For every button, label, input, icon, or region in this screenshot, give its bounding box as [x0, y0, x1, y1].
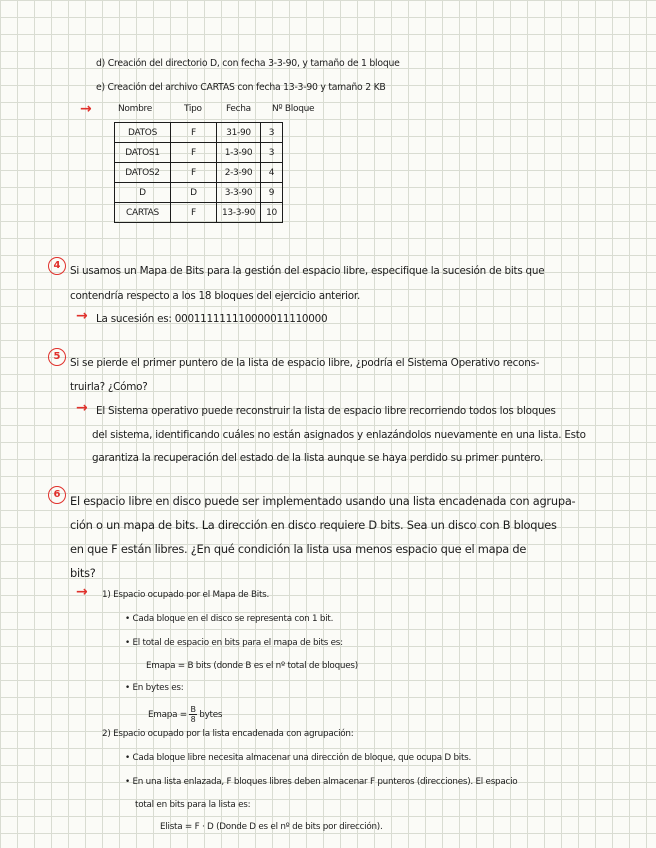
question-number-6: 6: [48, 486, 66, 504]
table-cell: 9: [261, 183, 283, 203]
q6-a-bullet1: • Cada bloque en el disco se representa con 1 bit.: [125, 614, 334, 624]
q6-a-formula2-left: Emapa =: [148, 710, 187, 720]
q6-a-formula2-right: bytes: [199, 710, 223, 720]
table-cell: 31-90: [217, 123, 261, 143]
q6-b-bullet1: • Cada bloque libre necesita almacenar una dirección de bloque, que ocupa D bits.: [125, 753, 472, 763]
q5-answer-line1: El Sistema operativo puede reconstruir la lista de espacio libre recorriendo todos los bloques: [96, 405, 556, 417]
directory-table: [114, 122, 283, 223]
q6-text-line4: bits?: [70, 566, 96, 580]
table-cell: DATOS1: [115, 143, 171, 163]
q6-a-bullet1-text: Cada bloque en el disco se representa con 1 bit.: [132, 614, 334, 624]
q6-b-bullet2: • En una lista enlazada, F bloques libres deben almacenar F punteros (direcciones). El espacio: [125, 777, 518, 787]
table-cell: 3: [261, 123, 283, 143]
table-cell: 4: [261, 163, 283, 183]
table-cell: 3: [261, 143, 283, 163]
q6-b-bullet2-text: En una lista enlazada, F bloques libres deben almacenar F punteros (direcciones). El espacio: [132, 777, 518, 787]
red-arrow-icon: →: [76, 584, 88, 600]
q6-section-a-title: 1) Espacio ocupado por el Mapa de Bits.: [102, 590, 270, 600]
table-cell: DATOS2: [115, 163, 171, 183]
table-row: [115, 183, 283, 203]
q6-text-line1: El espacio libre en disco puede ser implementado usando una lista encadenada con agrupa-: [70, 494, 576, 508]
item-d-text: d) Creación del directorio D, con fecha 3-3-90, y tamaño de 1 bloque: [96, 58, 400, 69]
fraction-denominator: 8: [190, 715, 196, 724]
q6-section-b-title: 2) Espacio ocupado por la lista encadenada con agrupación:: [102, 729, 354, 739]
table-row: [115, 203, 283, 223]
q6-a-formula2: [148, 705, 222, 724]
q6-text-line3: en que F están libres. ¿En qué condición la lista usa menos espacio que el mapa de: [70, 542, 527, 556]
q6-a-bullet3-text: En bytes es:: [132, 683, 184, 693]
red-arrow-icon: →: [80, 101, 92, 117]
q4-text-line1: Si usamos un Mapa de Bits para la gestión del espacio libre, especifique la sucesión de bits que: [70, 265, 545, 277]
q6-a-bullet2-text: El total de espacio en bits para el mapa de bits es:: [132, 638, 343, 648]
table-cell: 13-3-90: [217, 203, 261, 223]
q5-text-line1: Si se pierde el primer puntero de la lista de espacio libre, ¿podría el Sistema Operativo recons-: [70, 357, 540, 369]
item-e-text: e) Creación del archivo CARTAS con fecha 13-3-90 y tamaño 2 KB: [96, 82, 386, 93]
table-row: [115, 123, 283, 143]
table-header-nombre: Nombre: [118, 104, 152, 114]
table-cell: 2-3-90: [217, 163, 261, 183]
question-number-5: 5: [48, 348, 66, 366]
q4-text-line2: contendría respecto a los 18 bloques del ejercicio anterior.: [70, 290, 361, 302]
table-header-bloque: Nº Bloque: [272, 104, 315, 114]
table-cell: 1-3-90: [217, 143, 261, 163]
table-cell: 10: [261, 203, 283, 223]
table-header-tipo: Tipo: [184, 104, 202, 114]
q5-answer-line3: garantiza la recuperación del estado de la lista aunque se haya perdido su primer puntero.: [92, 452, 544, 464]
q6-a-bullet3: • En bytes es:: [125, 683, 184, 693]
fraction-numerator: B: [190, 705, 196, 714]
table-cell: 3-3-90: [217, 183, 261, 203]
red-arrow-icon: →: [76, 308, 88, 324]
fraction: [189, 705, 196, 724]
q6-b-bullet1-text: Cada bloque libre necesita almacenar una dirección de bloque, que ocupa D bits.: [132, 753, 472, 763]
q5-text-line2: truirla? ¿Cómo?: [70, 381, 148, 393]
table-cell: DATOS: [115, 123, 171, 143]
table-row: [115, 143, 283, 163]
table-cell: D: [171, 183, 217, 203]
q6-b-bullet2-cont: total en bits para la lista es:: [135, 800, 251, 810]
q4-answer: La sucesión es: 000111111110000011110000: [96, 313, 328, 325]
table-row: [115, 163, 283, 183]
q6-a-formula1: Emapa = B bits (donde B es el nº total de bloques): [146, 661, 358, 671]
table-cell: F: [171, 203, 217, 223]
table-header-fecha: Fecha: [226, 104, 251, 114]
q6-text-line2: ción o un mapa de bits. La dirección en disco requiere D bits. Sea un disco con B bloques: [70, 518, 557, 532]
table-cell: D: [115, 183, 171, 203]
table-cell: F: [171, 143, 217, 163]
table-cell: F: [171, 163, 217, 183]
q5-answer-line2: del sistema, identificando cuáles no están asignados y enlazándolos nuevamente en una lista. Esto: [92, 429, 586, 441]
red-arrow-icon: →: [76, 400, 88, 416]
table-cell: F: [171, 123, 217, 143]
question-number-4: 4: [48, 257, 66, 275]
q6-a-bullet2: • El total de espacio en bits para el mapa de bits es:: [125, 638, 343, 648]
table-cell: CARTAS: [115, 203, 171, 223]
q6-b-formula: Elista = F · D (Donde D es el nº de bits por dirección).: [160, 822, 383, 832]
